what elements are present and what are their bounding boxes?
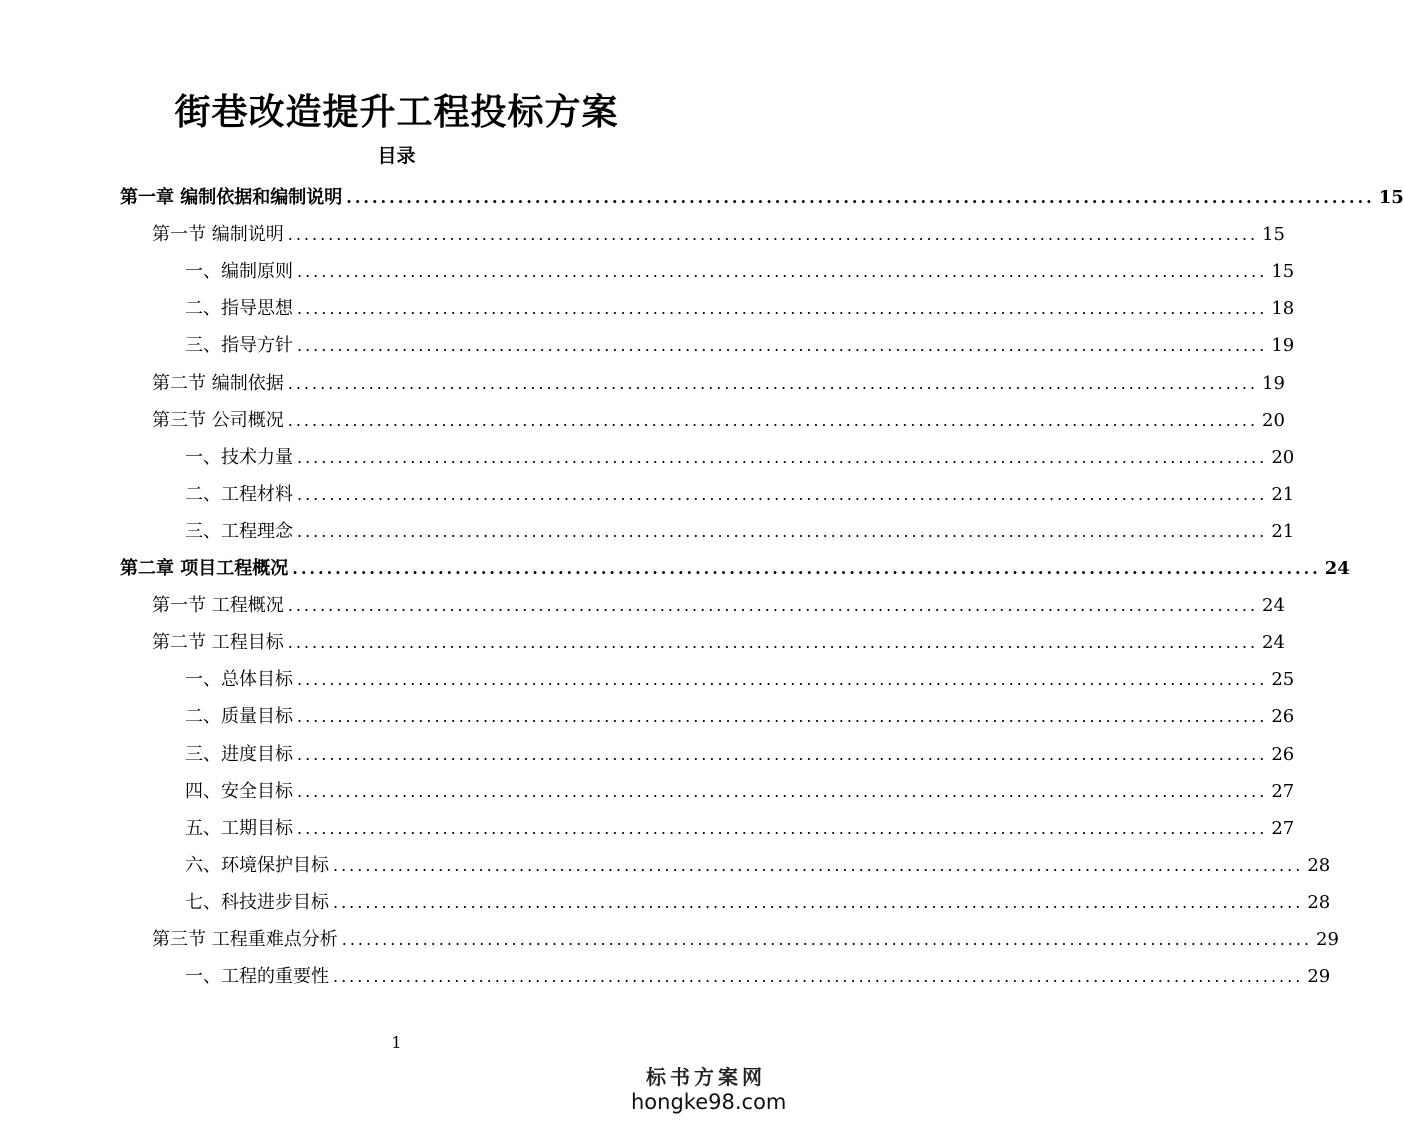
toc-entry-title: 第二章 项目工程概况 bbox=[120, 558, 289, 579]
toc-entry-page: 25 bbox=[1271, 669, 1295, 690]
dot-leader: ........................................................................................................................ bbox=[287, 411, 1259, 430]
toc-entry-page: 21 bbox=[1271, 521, 1295, 542]
watermark-brand: 标书方案网 bbox=[646, 1065, 766, 1089]
dot-leader: ........................................................................................................................ bbox=[297, 299, 1268, 318]
dot-leader: ........................................................................................................................ bbox=[333, 856, 1304, 875]
toc-entry-title: 三、指导方针 bbox=[185, 335, 293, 356]
dot-leader: ........................................................................................................................ bbox=[297, 707, 1268, 726]
toc-entry-title: 四、安全目标 bbox=[185, 781, 293, 802]
toc-entry-title: 第三节 公司概况 bbox=[152, 410, 284, 431]
toc-entry[interactable] bbox=[185, 774, 1295, 810]
toc-heading: 目录 bbox=[377, 145, 416, 167]
toc-entry-page: 15 bbox=[1262, 224, 1285, 245]
toc-entry-title: 第二节 编制依据 bbox=[152, 373, 284, 394]
toc-entry[interactable] bbox=[185, 848, 1331, 884]
toc-entry[interactable] bbox=[152, 922, 1339, 958]
dot-leader: ........................................................................................................................ bbox=[287, 225, 1259, 244]
toc-entry-page: 24 bbox=[1324, 558, 1350, 579]
toc-entry-title: 五、工期目标 bbox=[185, 818, 293, 839]
toc-entry-title: 二、质量目标 bbox=[185, 706, 293, 727]
toc-entry-title: 第一节 工程概况 bbox=[152, 595, 284, 616]
dot-leader: ........................................................................................................................ bbox=[297, 745, 1268, 764]
toc-entry[interactable] bbox=[185, 254, 1295, 290]
toc-entry-page: 29 bbox=[1307, 966, 1331, 987]
toc-entry[interactable] bbox=[185, 662, 1295, 698]
dot-leader: ........................................................................................................................ bbox=[297, 262, 1268, 281]
toc-entry-page: 26 bbox=[1271, 706, 1295, 727]
dot-leader: ........................................................................................................................ bbox=[333, 893, 1304, 912]
toc-entry-title: 七、科技进步目标 bbox=[185, 892, 329, 913]
dot-leader: ........................................................................................................................ bbox=[287, 374, 1259, 393]
dot-leader: ........................................................................................................................ bbox=[297, 522, 1268, 541]
toc-entry-title: 第三节 工程重难点分析 bbox=[152, 929, 338, 950]
toc-entry-title: 一、编制原则 bbox=[185, 261, 293, 282]
toc-entry-title: 第一章 编制依据和编制说明 bbox=[120, 187, 343, 208]
toc-entry[interactable] bbox=[185, 737, 1295, 773]
toc-entry-page: 24 bbox=[1262, 595, 1285, 616]
watermark-url: hongke98.com bbox=[631, 1090, 787, 1114]
toc-entry[interactable] bbox=[152, 625, 1285, 661]
toc-entry-page: 15 bbox=[1271, 261, 1295, 282]
toc-entry-page: 19 bbox=[1262, 373, 1285, 394]
document-title: 街巷改造提升工程投标方案 bbox=[174, 91, 619, 133]
page-number: 1 bbox=[391, 1033, 402, 1052]
toc-entry[interactable] bbox=[120, 180, 1404, 216]
toc-entry-page: 18 bbox=[1271, 298, 1295, 319]
toc-entry-title: 第二节 工程目标 bbox=[152, 632, 284, 653]
toc-entry[interactable] bbox=[185, 699, 1295, 735]
toc-entry[interactable] bbox=[185, 811, 1295, 847]
dot-leader: ........................................................................................................................ bbox=[292, 559, 1321, 578]
toc-entry[interactable] bbox=[185, 328, 1295, 364]
toc-entry-title: 三、工程理念 bbox=[185, 521, 293, 542]
toc-entry-page: 21 bbox=[1271, 484, 1295, 505]
dot-leader: ........................................................................................................................ bbox=[297, 448, 1268, 467]
dot-leader: ........................................................................................................................ bbox=[341, 930, 1313, 949]
toc-entry-page: 29 bbox=[1316, 929, 1339, 950]
toc-entry-page: 20 bbox=[1262, 410, 1285, 431]
dot-leader: ........................................................................................................................ bbox=[287, 596, 1259, 615]
dot-leader: ........................................................................................................................ bbox=[297, 819, 1268, 838]
toc-entry-page: 26 bbox=[1271, 744, 1295, 765]
toc-entry[interactable] bbox=[185, 959, 1331, 995]
toc-entry-page: 28 bbox=[1307, 855, 1331, 876]
toc-entry-title: 一、技术力量 bbox=[185, 447, 293, 468]
dot-leader: ........................................................................................................................ bbox=[287, 633, 1259, 652]
watermark-logo bbox=[631, 1064, 787, 1114]
toc-entry[interactable] bbox=[185, 291, 1295, 327]
dot-leader: ........................................................................................................................ bbox=[297, 336, 1268, 355]
toc-entry[interactable] bbox=[185, 885, 1331, 921]
toc-entry[interactable] bbox=[185, 514, 1295, 550]
toc-entry-title: 三、进度目标 bbox=[185, 744, 293, 765]
dot-leader: ........................................................................................................................ bbox=[297, 782, 1268, 801]
toc-entry[interactable] bbox=[185, 440, 1295, 476]
toc-entry-page: 28 bbox=[1307, 892, 1331, 913]
toc-entry[interactable] bbox=[152, 217, 1285, 253]
toc-entry-title: 二、工程材料 bbox=[185, 484, 293, 505]
toc-entry[interactable] bbox=[120, 551, 1350, 587]
toc-entry-page: 24 bbox=[1262, 632, 1285, 653]
toc-entry-title: 一、总体目标 bbox=[185, 669, 293, 690]
dot-leader: ........................................................................................................................ bbox=[346, 188, 1375, 207]
toc-entry[interactable] bbox=[152, 366, 1285, 402]
toc-entry-title: 六、环境保护目标 bbox=[185, 855, 329, 876]
toc-entry-page: 19 bbox=[1271, 335, 1295, 356]
dot-leader: ........................................................................................................................ bbox=[333, 967, 1304, 986]
toc-entry-page: 20 bbox=[1271, 447, 1295, 468]
toc-entry-page: 15 bbox=[1378, 187, 1404, 208]
toc-entry[interactable] bbox=[185, 477, 1295, 513]
toc-entry-title: 第一节 编制说明 bbox=[152, 224, 284, 245]
toc-entry-page: 27 bbox=[1271, 781, 1295, 802]
toc-entry-page: 27 bbox=[1271, 818, 1295, 839]
toc-entry[interactable] bbox=[152, 588, 1285, 624]
dot-leader: ........................................................................................................................ bbox=[297, 670, 1268, 689]
toc-entry-title: 二、指导思想 bbox=[185, 298, 293, 319]
toc-entry[interactable] bbox=[152, 403, 1285, 439]
dot-leader: ........................................................................................................................ bbox=[297, 485, 1268, 504]
toc-entry-title: 一、工程的重要性 bbox=[185, 966, 329, 987]
